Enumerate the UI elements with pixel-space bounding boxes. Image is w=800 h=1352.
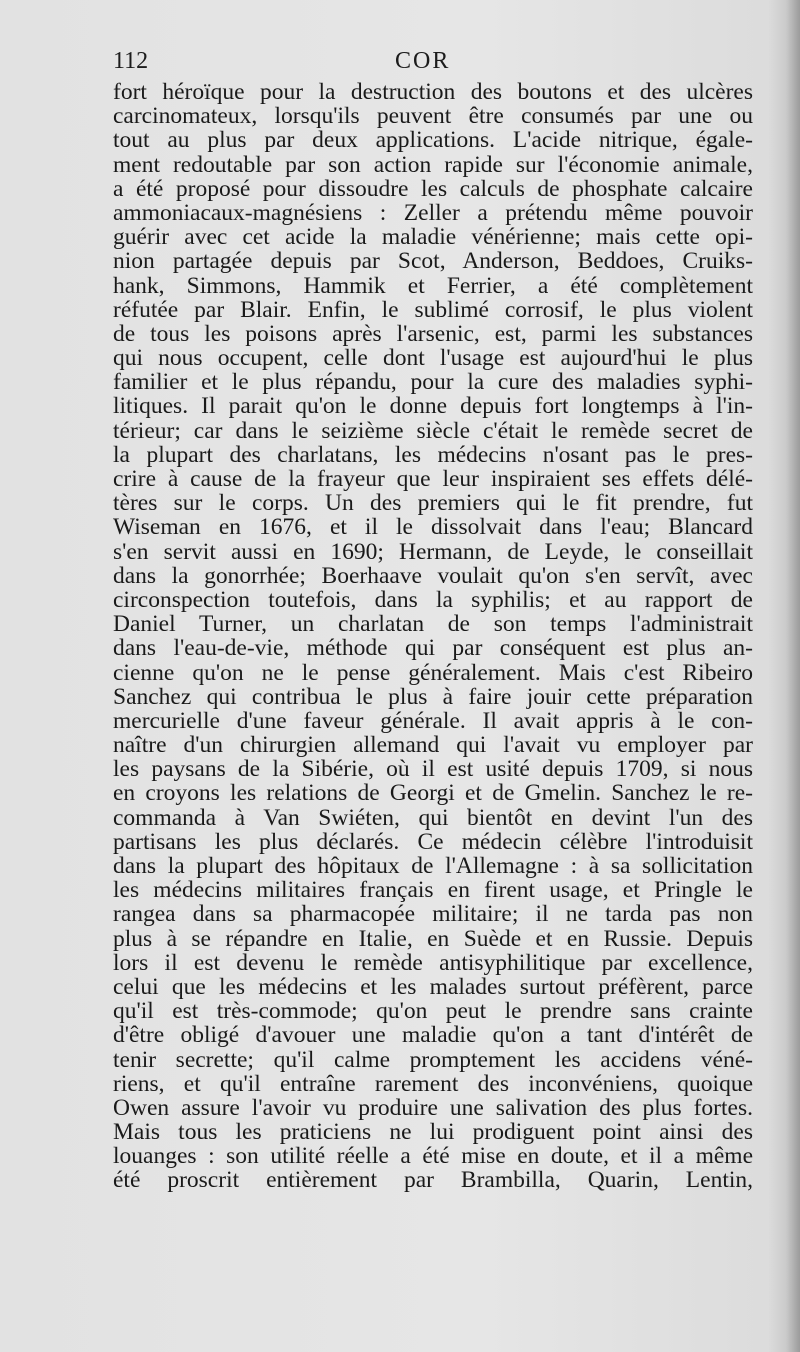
text-line: la plupart des charlatans, les médecins n'osant pas le pres- [113,442,753,467]
page-number: 112 [113,48,149,74]
page-gutter-shadow [786,0,800,1352]
text-line: s'en servit aussi en 1690; Hermann, de Leyde, le conseillait [113,539,753,564]
text-line: fort héroïque pour la destruction des boutons et des ulcères [113,80,753,105]
text-line: Wiseman en 1676, et il le dissolvait dans l'eau; Blancard [113,515,753,540]
text-line: dans la gonorrhée; Boerhaave voulait qu'on s'en servît, avec [113,563,753,588]
text-line: naître d'un chirurgien allemand qui l'avait vu employer par [113,733,753,758]
text-line: commanda à Van Swiéten, qui bientôt en devint l'un des [113,805,753,830]
text-line: plus à se répandre en Italie, en Suède et en Russie. Depuis [113,926,753,951]
text-line: riens, et qu'il entraîne rarement des inconvéniens, quoique [113,1071,753,1096]
text-line: Mais tous les praticiens ne lui prodiguent point ainsi des [113,1120,753,1145]
text-line: d'être obligé d'avouer une maladie qu'on a tant d'intérêt de [113,1023,753,1048]
text-line: Sanchez qui contribua le plus à faire jouir cette préparation [113,684,753,709]
text-line: familier et le plus répandu, pour la cure des maladies syphi- [113,370,753,395]
text-line: mercurielle d'une faveur générale. Il avait appris à le con- [113,708,753,734]
text-line: tout au plus par deux applications. L'acide nitrique, égale- [113,128,753,153]
text-line: réfutée par Blair. Enfin, le sublimé corrosif, le plus violent [113,297,753,322]
text-line: crire à cause de la frayeur que leur inspiraient ses effets délé- [113,467,753,492]
text-line: de tous les poisons après l'arsenic, est, parmi les substances [113,321,753,347]
text-line: tenir secrette; qu'il calme promptement les accidens véné- [113,1047,753,1072]
text-line: ammoniacaux-magnésiens : Zeller a prétendu même pouvoir [113,200,753,226]
text-line: litiques. Il parait qu'on le donne depuis fort longtemps à l'in- [113,394,753,419]
text-line: hank, Simmons, Hammik et Ferrier, a été complètement [113,273,753,298]
text-line: les médecins militaires français en firent usage, et Pringle le [113,878,753,903]
text-line: celui que les médecins et les malades surtout préfèrent, parce [113,974,753,1000]
text-line: les paysans de la Sibérie, où il est usité depuis 1709, si nous [113,757,753,782]
text-line: qui nous occupent, celle dont l'usage est aujourd'hui le plus [113,346,753,371]
page-header [113,48,753,82]
text-line: rangea dans sa pharmacopée militaire; il ne tarda pas non [113,902,753,927]
running-head: COR [395,48,451,74]
text-line: térieur; car dans le seizième siècle c'était le remède secret de [113,418,753,443]
text-line: guérir avec cet acide la maladie vénérienne; mais cette opi- [113,225,753,250]
text-line: carcinomateux, lorsqu'ils peuvent être consumés par une ou [113,104,753,129]
text-line: tères sur le corps. Un des premiers qui le fit prendre, fut [113,491,753,516]
text-line: dans la plupart des hôpitaux de l'Allemagne : à sa sollicitation [113,854,753,879]
text-line: cienne qu'on ne le pense généralement. Mais c'est Ribeiro [113,660,753,685]
text-line: qu'il est très-commode; qu'on peut le prendre sans crainte [113,999,753,1024]
text-line: nion partagée depuis par Scot, Anderson, Beddoes, Cruiks- [113,249,753,274]
text-line: lors il est devenu le remède antisyphilitique par excellence, [113,950,753,975]
text-line: en croyons les relations de Georgi et de Gmelin. Sanchez le re- [113,781,753,806]
text-line: été proscrit entièrement par Brambilla, Quarin, Lentin, [113,1168,753,1193]
text-line: circonspection toutefois, dans la syphilis; et au rapport de [113,587,753,613]
text-line: a été proposé pour dissoudre les calculs de phosphate calcaire [113,176,753,201]
text-line: Daniel Turner, un charlatan de son temps l'administrait [113,612,753,637]
text-line: ment redoutable par son action rapide sur l'économie animale, [113,152,753,177]
body-text [113,80,753,1193]
text-line: partisans les plus déclarés. Ce médecin célèbre l'introduisit [113,829,753,854]
text-line: dans l'eau-de-vie, méthode qui par conséquent est plus an- [113,636,753,661]
text-line: louanges : son utilité réelle a été mise en doute, et il a même [113,1144,753,1169]
text-line: Owen assure l'avoir vu produire une salivation des plus fortes. [113,1095,753,1121]
